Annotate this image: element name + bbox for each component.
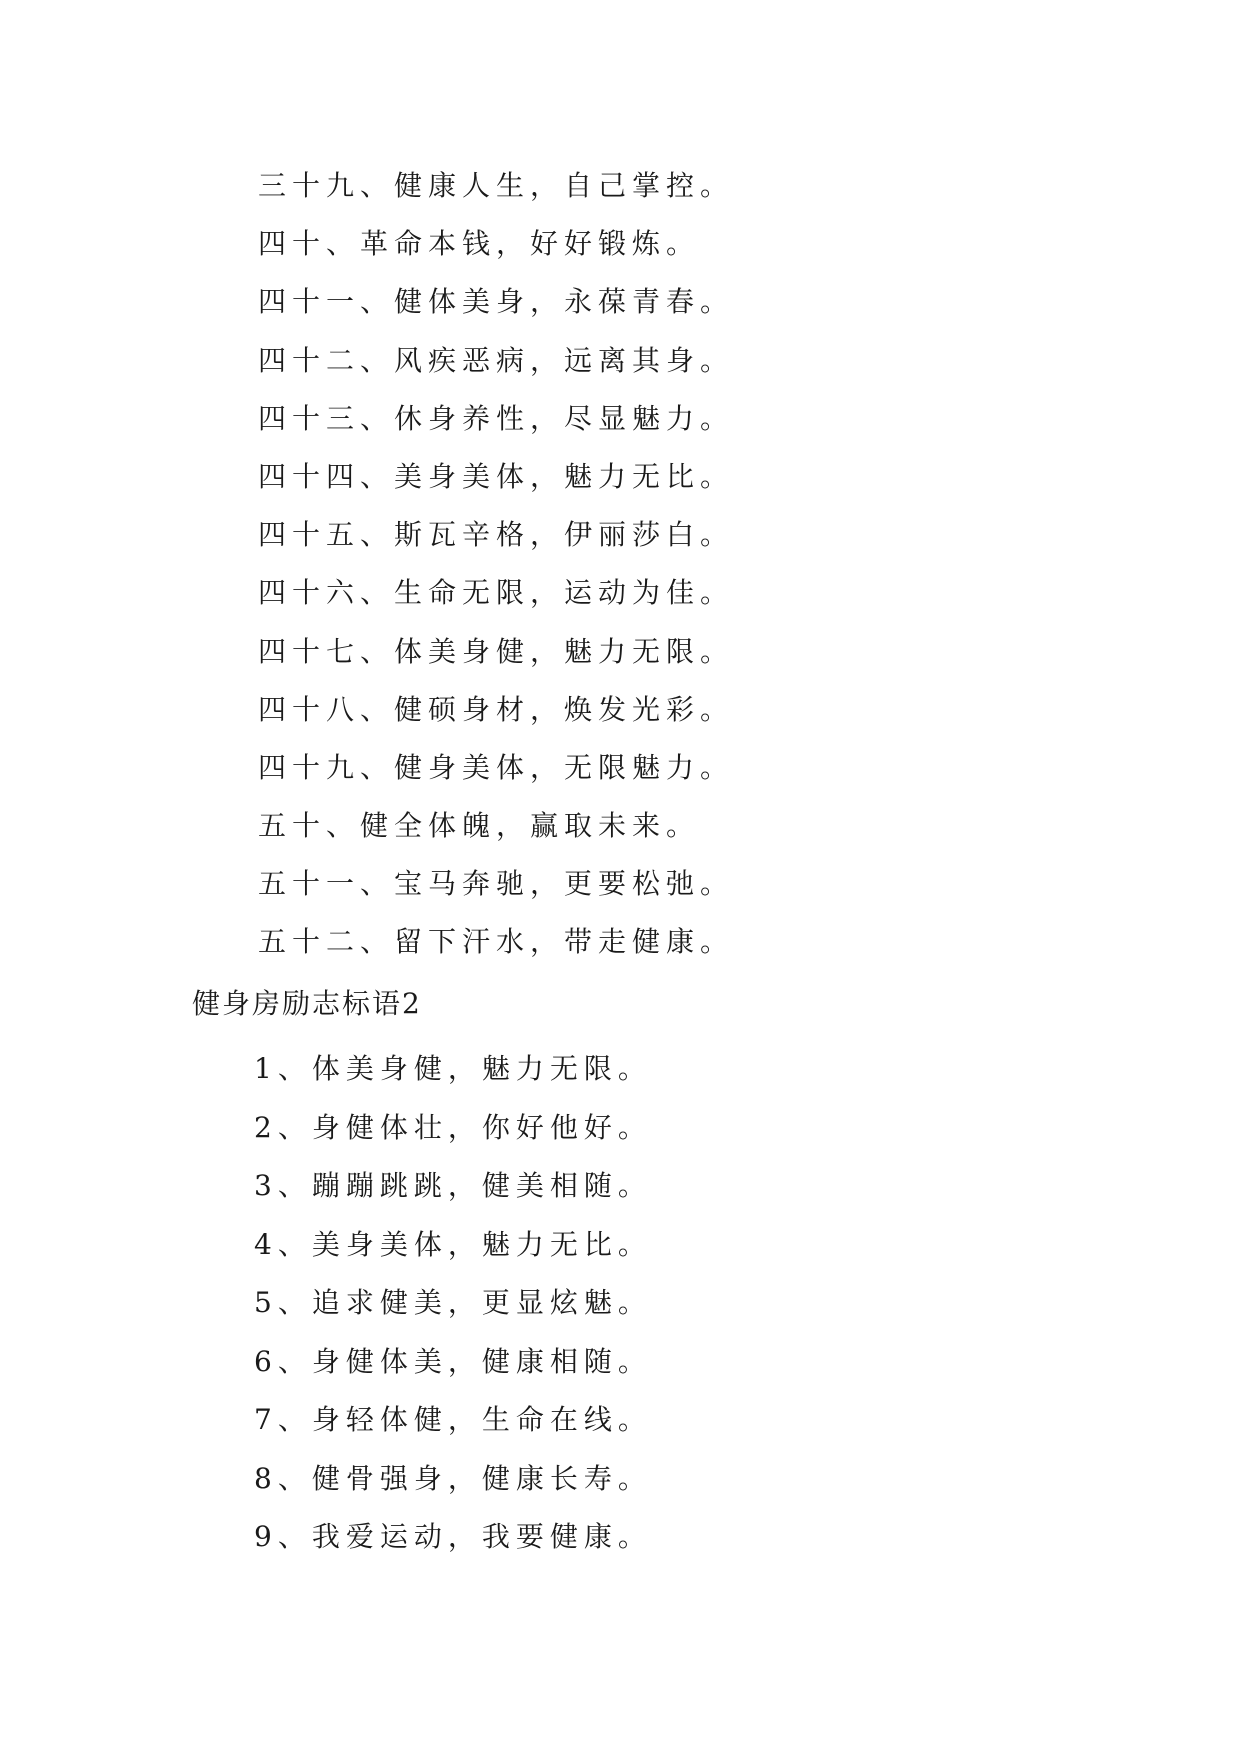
slogan-line: 四十八、健硕身材，焕发光彩。: [258, 692, 735, 726]
slogan-line: 2、身健体壮，你好他好。: [254, 1110, 652, 1144]
slogan-line: 四十四、美身美体，魅力无比。: [258, 459, 735, 493]
section-heading: 健身房励志标语2: [192, 987, 422, 1020]
slogan-line: 五十二、留下汗水，带走健康。: [258, 925, 735, 959]
slogan-line: 三十九、健康人生，自己掌控。: [258, 169, 735, 202]
slogan-line: 四十六、生命无限，运动为佳。: [258, 576, 735, 610]
slogan-line: 四十二、风疾恶病，远离其身。: [258, 343, 735, 377]
slogan-line: 四十、革命本钱，好好锻炼。: [258, 227, 701, 261]
slogan-line: 8、健骨强身，健康长寿。: [254, 1461, 652, 1495]
slogan-list-numbered: [254, 1040, 652, 1567]
slogan-line: 5、追求健美，更显炫魅。: [254, 1286, 652, 1319]
slogan-list-continued: [258, 157, 734, 972]
slogan-line: 四十一、健体美身，永葆青春。: [258, 285, 735, 319]
slogan-line: 9、我爱运动，我要健康。: [254, 1520, 652, 1553]
slogan-line: 四十九、健身美体，无限魅力。: [258, 750, 735, 784]
slogan-line: 3、蹦蹦跳跳，健美相随。: [254, 1169, 652, 1202]
slogan-line: 6、身健体美，健康相随。: [254, 1344, 652, 1378]
slogan-line: 五十、健全体魄，赢取未来。: [258, 809, 701, 843]
slogan-line: 四十五、斯瓦辛格，伊丽莎白。: [258, 518, 735, 552]
slogan-line: 4、美身美体，魅力无比。: [254, 1227, 652, 1261]
slogan-line: 四十七、体美身健，魅力无限。: [258, 634, 735, 668]
slogan-line: 7、身轻体健，生命在线。: [254, 1403, 652, 1436]
slogan-line: 五十一、宝马奔驰，更要松弛。: [258, 867, 735, 901]
slogan-line: 1、体美身健，魅力无限。: [254, 1052, 652, 1085]
slogan-line: 四十三、休身养性，尽显魅力。: [258, 401, 735, 435]
